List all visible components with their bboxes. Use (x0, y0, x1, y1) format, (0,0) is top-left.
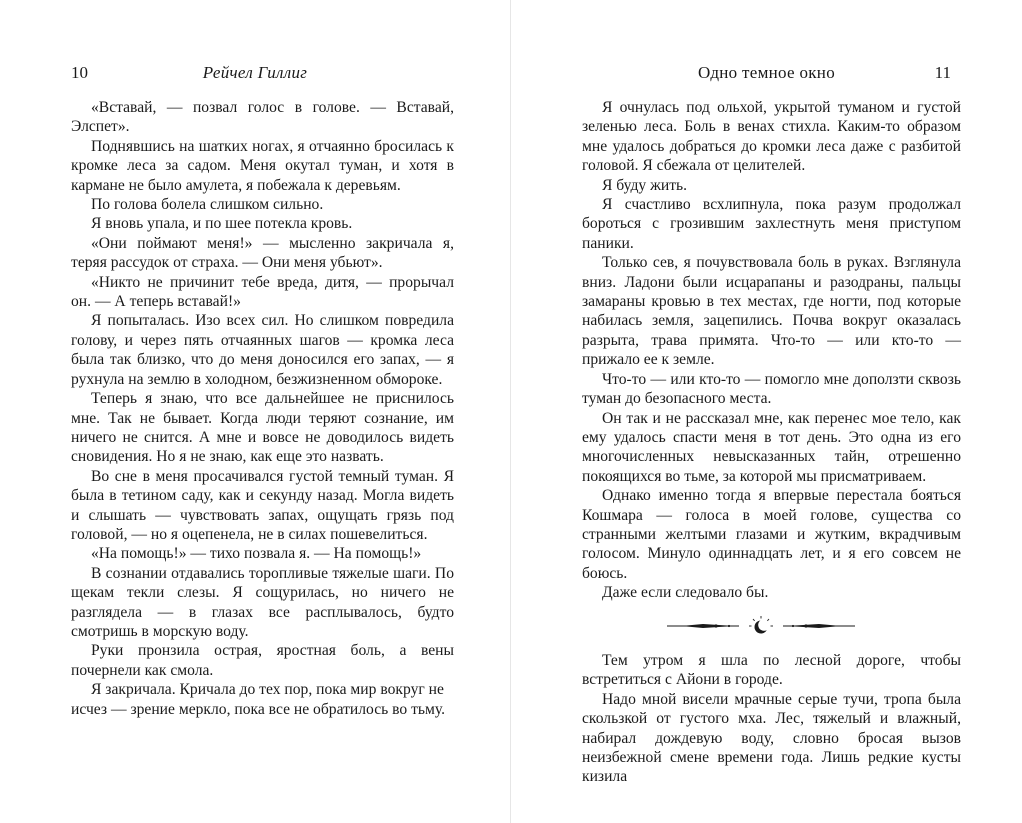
right-page (511, 0, 1022, 823)
running-head-title: Одно темное окно (697, 63, 836, 82)
paragraph: Поднявшись на шатких ногах, я отчаянно бросилась к кромке леса за садом. Меня окутал туман, и хотя в кармане не было амулета, я побежала к деревьям. (71, 137, 454, 194)
paragraph: Даже если следовало бы. (602, 584, 769, 602)
right-text-block-after-ornament (582, 651, 961, 787)
page-number: 10 (71, 63, 88, 82)
paragraph: Надо мной висели мрачные серые тучи, тропа была скользкой от густого мха. Лес, тяжелый и влажный, набирал дождевую воду, словно бросая вызов неизбежной смене времени года. Лишь редкие кусты кизила (582, 690, 961, 786)
right-text-block (582, 98, 961, 603)
paragraph: Я счастливо всхлипнула, пока разум продолжал бороться с грозившим захлестнуть меня приступом паники. (582, 196, 961, 252)
paragraph: «На помощь!» — тихо позвала я. — На помощь!» (91, 545, 422, 563)
paragraph: Я вновь упала, и по шее потекла кровь. (91, 215, 353, 233)
paragraph: Теперь я знаю, что все дальнейшее не приснилось мне. Так не бывает. Когда люди теряют сознание, им ничего не снится. А мне и вовсе не доводилось видеть сновидения. Но я не знаю, как еще это назвать. (71, 390, 454, 466)
page-number: 11 (934, 63, 951, 82)
paragraph: Я очнулась под ольхой, укрытой туманом и густой зеленью леса. Боль в венах стихла. Каким-то образом мне удалось добраться до кромки леса даже с разбитой головой. Я сбежала от целителей. (582, 99, 961, 175)
paragraph: Однако именно тогда я впервые перестала бояться Кошмара — голоса в моей голове, существа со странными желтыми глазами и жутким, вкрадчивым голосом. Минуло одиннадцать лет, и я его совсем не боюсь. (582, 487, 961, 582)
paragraph: «Вставай, — позвал голос в голове. — Вставай, Элспет». (71, 99, 454, 136)
paragraph: Руки пронзила острая, яростная боль, а вены почернели как смола. (71, 642, 454, 679)
paragraph: «Они поймают меня!» — мысленно закричала я, теряя рассудок от страха. — Они меня убьют». (71, 234, 454, 272)
paragraph: «Никто не причинит тебе вреда, дитя, — прорычал он. — А теперь вставай!» (71, 273, 454, 311)
paragraph: Я буду жить. (602, 176, 688, 194)
left-text-block (71, 98, 454, 719)
paragraph: Тем утром я шла по лесной дороге, чтобы встретиться с Айони в городе. (582, 652, 961, 689)
paragraph: Только сев, я почувствовала боль в руках. Взглянула вниз. Ладони были исцарапаны и разодраны, пальцы замараны кровью в тех местах, где ногти, под которые набилась земля, зацепились. Почва вокруг оказалась разрыта, трава примята. Что-то — или кто-то — прижало ее к земле. (582, 254, 961, 369)
paragraph: Он так и не рассказал мне, как перенес мое тело, как ему удалось спасти меня в тот день. Это одна из его многочисленных невысказанных тайн, отрешенно покоящихся во тьме, за которой мы присматриваем. (582, 409, 961, 485)
moon-divider-icon (661, 615, 861, 637)
paragraph: Я попыталась. Изо всех сил. Но слишком повредила голову, и через пять отчаянных шагов — кромка леса была так близко, что до меня доносился его запах, — я рухнула на землю в холодном, безжизненном обмороке. (71, 312, 454, 388)
paragraph: В сознании отдавались торопливые тяжелые шаги. По щекам текли слезы. Я сощурилась, но ничего не разглядела — в глазах все расплывалось, будто смотришь в морскую воду. (71, 564, 454, 640)
running-head-author: Рейчел Гиллиг (202, 63, 308, 82)
paragraph: Что-то — или кто-то — помогло мне доползти сквозь туман до безопасного места. (582, 370, 961, 408)
paragraph: Во сне в меня просачивался густой темный туман. Я была в тетином саду, как и секунду назад. Могла видеть и слышать — чувствовать запах, ощущать грязь под головой, — но я оцепенела, не в силах пошевелиться. (71, 467, 454, 543)
left-page (0, 0, 510, 823)
paragraph: Я закричала. Кричала до тех пор, пока мир вокруг не исчез — зрение меркло, пока все не обратилось во тьму. (71, 681, 446, 718)
paragraph: По голова болела слишком сильно. (91, 196, 324, 214)
